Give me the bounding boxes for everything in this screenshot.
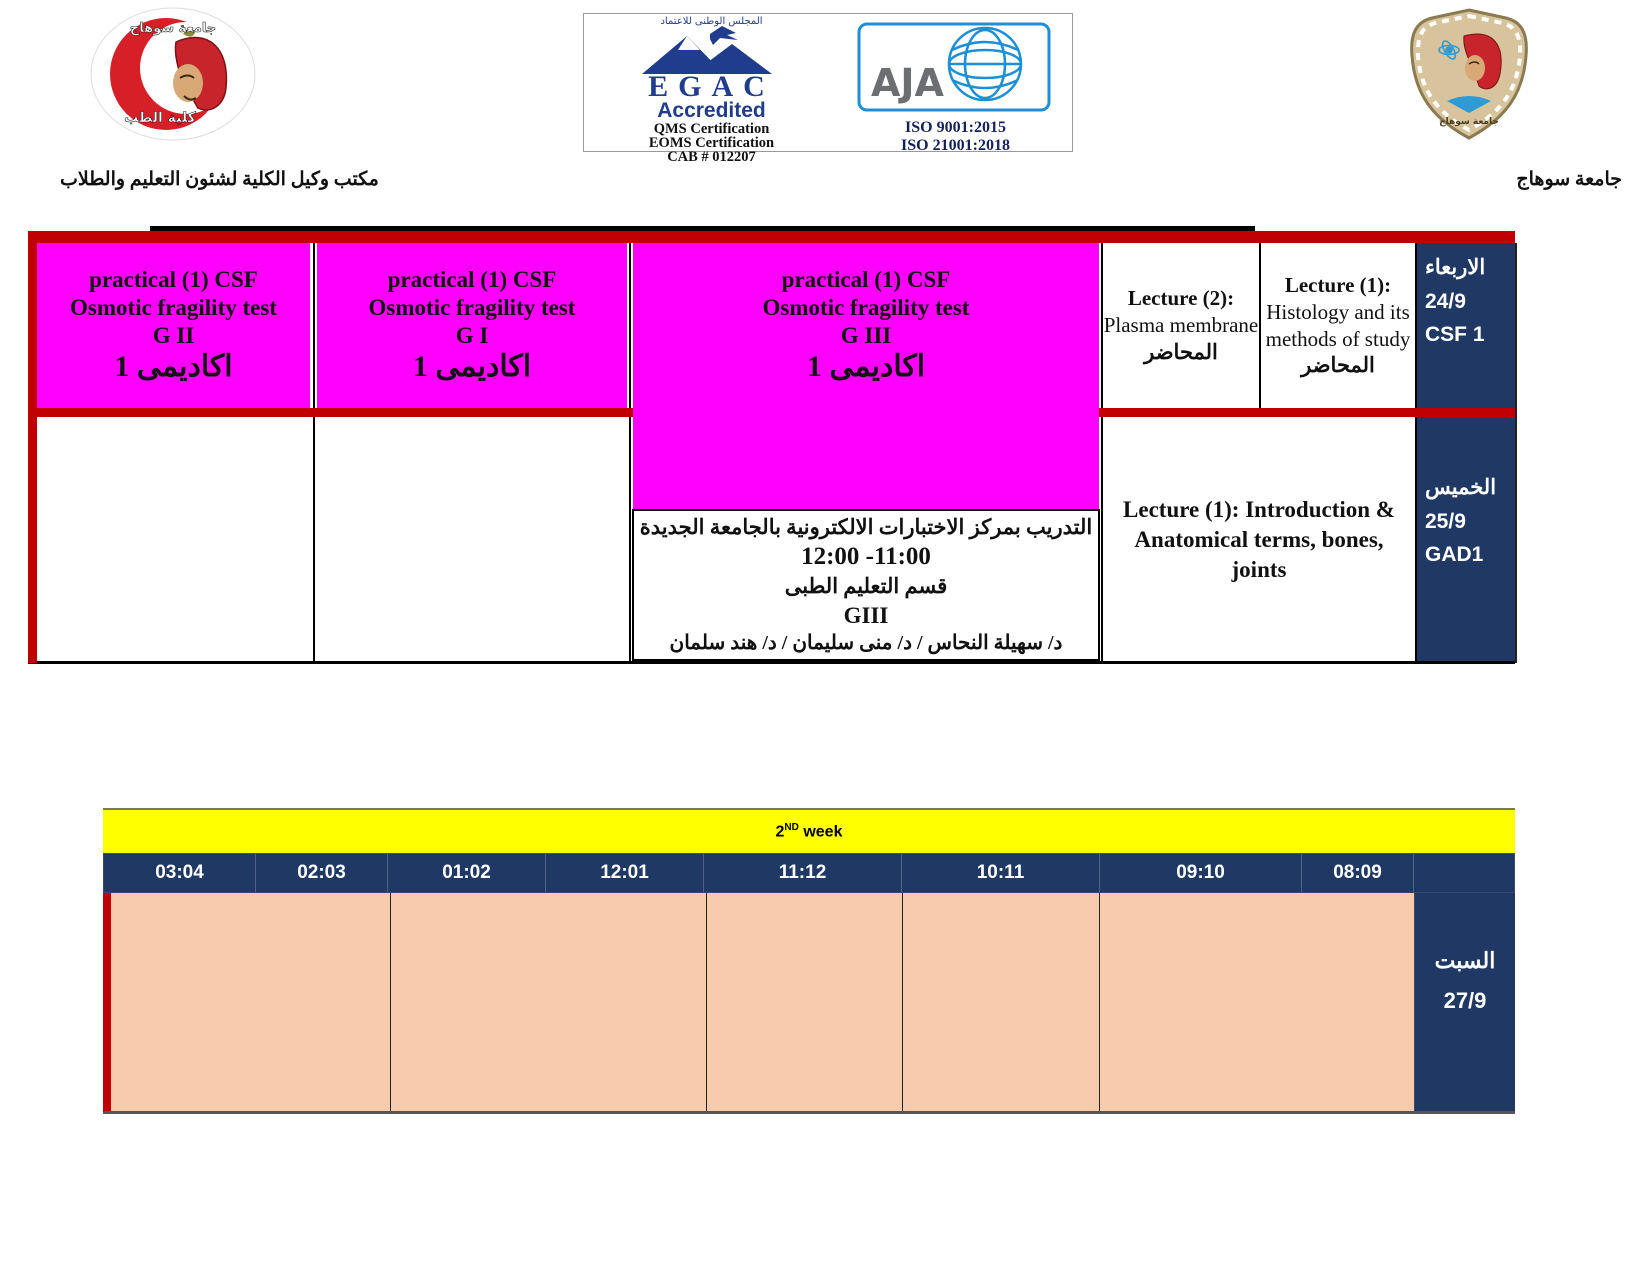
university-seal xyxy=(1402,6,1537,151)
training-time: 12:00 -11:00 xyxy=(801,542,931,570)
practical-line: practical (1) CSF xyxy=(387,267,557,293)
empty-slot xyxy=(1099,893,1414,1111)
practical-line: Osmotic fragility test xyxy=(762,295,970,321)
day-name: الاربعاء xyxy=(1425,256,1486,279)
practical-academy: اكاديمى 1 xyxy=(114,350,233,384)
time-cell: 10:11 xyxy=(902,854,1100,892)
egac-logo xyxy=(584,14,839,165)
egac-arc-text: المجلس الوطنى للاعتماد xyxy=(660,16,763,27)
week-word: week xyxy=(798,823,843,841)
practical-group: G III xyxy=(840,323,892,349)
time-cell: 11:12 xyxy=(704,854,902,892)
table-left-border xyxy=(28,231,37,663)
empty-slot xyxy=(706,893,902,1111)
practical-academy: اكاديمى 1 xyxy=(412,350,532,384)
grid-line xyxy=(629,243,631,663)
practical-line: practical (1) CSF xyxy=(781,267,951,293)
empty-slot xyxy=(390,893,706,1111)
day-code: CSF 1 xyxy=(1425,323,1485,347)
day-date: 24/9 xyxy=(1425,289,1466,313)
certification-box xyxy=(583,13,1073,165)
day-cell-wednesday xyxy=(1417,251,1523,352)
day-date: 27/9 xyxy=(1443,987,1487,1013)
training-group: GIII xyxy=(843,602,889,628)
lecture2-cell xyxy=(1103,243,1259,408)
university-name-header: جامعة سوهاج xyxy=(1516,169,1622,190)
practical-group: G II xyxy=(152,323,195,349)
time-header-row xyxy=(103,853,1515,893)
practical-cell-g3-text xyxy=(633,243,1099,408)
aja-iso1: ISO 9001:2015 xyxy=(905,119,1006,136)
egac-qms-line: QMS Certification xyxy=(653,121,770,137)
lecture1-body: Histology and its methods of study xyxy=(1265,299,1411,351)
lecture1-title: Lecture (1): xyxy=(1284,272,1392,297)
time-cell: 12:01 xyxy=(546,854,704,892)
week-ordinal: ND xyxy=(784,821,799,833)
training-title: التدريب بمركز الاختبارات الالكترونية بالجامعة الجديدة xyxy=(639,514,1093,539)
egac-accredited: Accredited xyxy=(657,99,766,122)
time-cell: 09:10 xyxy=(1100,854,1302,892)
grid-line xyxy=(313,243,315,663)
egac-name: EGAC xyxy=(648,70,775,103)
table-bottom-border xyxy=(28,661,1515,664)
table-top-border xyxy=(28,231,1515,243)
practical-line: practical (1) CSF xyxy=(89,267,258,293)
empty-slot xyxy=(902,893,1099,1111)
grid-line xyxy=(1259,243,1261,408)
aja-logo xyxy=(839,14,1072,154)
aja-globe-icon xyxy=(857,22,1057,114)
week-table-left-border xyxy=(103,893,111,1111)
day-cell-saturday xyxy=(1414,893,1515,1111)
day-name: الخميس xyxy=(1425,476,1497,499)
grid-line xyxy=(1101,243,1103,663)
time-cell: 02:03 xyxy=(256,854,388,892)
week-table-bottom-border xyxy=(103,1111,1515,1114)
seal-arabic-text: جامعة سوهاج xyxy=(1439,117,1499,127)
practical-cell-g2 xyxy=(37,243,310,408)
day-name: السبت xyxy=(1434,948,1496,973)
aja-name: AJA xyxy=(871,61,944,105)
practical-line: Osmotic fragility test xyxy=(70,295,277,321)
egac-mountains-eagle-icon xyxy=(632,24,792,76)
lecture1-cell xyxy=(1261,243,1415,408)
shield-icon xyxy=(1402,6,1537,151)
crescent-pharaoh-icon xyxy=(88,4,258,144)
faculty-of-medicine-logo xyxy=(88,4,258,144)
grid-line xyxy=(1415,243,1417,663)
week-header xyxy=(103,808,1515,853)
aja-iso2: ISO 21001:2018 xyxy=(901,137,1010,154)
anatomy-lecture-cell xyxy=(1108,417,1410,663)
practical-cell-g3 xyxy=(633,243,1099,509)
practical-line: Osmotic fragility test xyxy=(368,295,576,321)
time-cell-empty xyxy=(1414,854,1514,892)
anatomy-lecture-text: Lecture (1): Introduction & Anatomical terms, bones, joints xyxy=(1123,497,1395,582)
time-cell: 08:09 xyxy=(1302,854,1414,892)
time-cell: 01:02 xyxy=(388,854,546,892)
practical-cell-g1 xyxy=(317,243,627,408)
practical-academy: اكاديمى 1 xyxy=(806,350,926,384)
training-department: قسم التعليم الطبى xyxy=(784,574,948,599)
week-number: 2 xyxy=(775,823,785,841)
training-staff: د/ سهيلة النحاس / د/ منى سليمان / د/ هند سلمان xyxy=(669,632,1063,655)
faculty-logo-top-text: جامعة سوهاج xyxy=(129,21,217,36)
egac-cab-line: CAB # 012207 xyxy=(667,149,756,165)
practical-group: G I xyxy=(455,323,489,349)
week-title xyxy=(776,822,843,841)
vice-dean-office-header: مكتب وكيل الكلية لشئون التعليم والطلاب xyxy=(60,169,379,190)
lecture2-body: Plasma membrane xyxy=(1103,313,1259,338)
training-cell xyxy=(632,509,1100,661)
lecture2-title: Lecture (2): xyxy=(1127,286,1235,311)
time-cell: 03:04 xyxy=(104,854,256,892)
lecture1-lecturer: المحاضر xyxy=(1301,353,1375,378)
day-cell-thursday xyxy=(1417,471,1523,572)
egac-eoms-line: EOMS Certification xyxy=(648,135,775,151)
faculty-logo-bottom-text: كلية الطب xyxy=(124,110,196,126)
lecture2-lecturer: المحاضر xyxy=(1144,339,1218,364)
day-column xyxy=(1417,243,1517,663)
empty-slot xyxy=(111,893,390,1111)
day-date: 25/9 xyxy=(1425,509,1466,533)
day-code: GAD1 xyxy=(1425,543,1484,567)
